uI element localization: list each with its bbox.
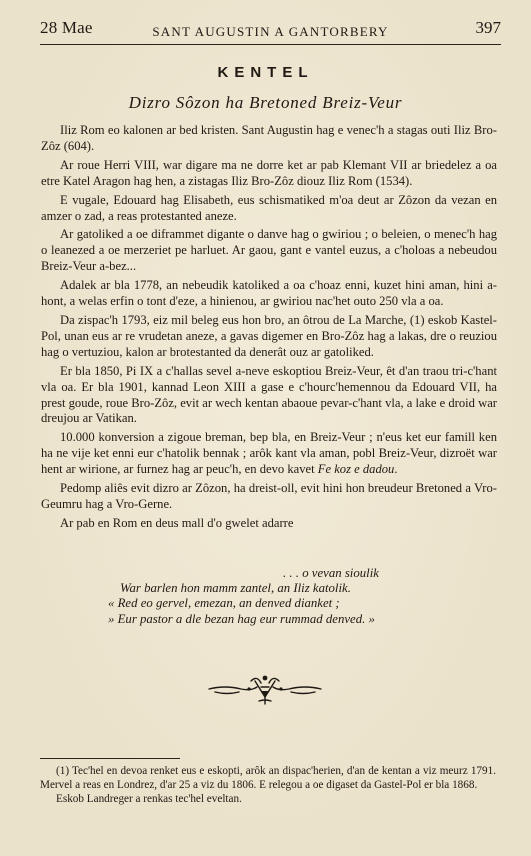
footnote-rule xyxy=(40,758,180,759)
emphasized-phrase: Fe koz e dadou xyxy=(317,462,395,477)
header-rule xyxy=(40,44,501,45)
paragraph: Da zispac'h 1793, eiz mil beleg eus hon bro, an ôtrou de La Marche, (1) eskob Kastel-Pol, unan eus ar re vrudetan aneze, a gavas digemer en Bro-Zôz hag a lakas, dre o reuziou hag o vertuziou, kalon ar brotestanted da denerât ouz ar gatoliked. xyxy=(41,312,497,359)
verse-line: . . . o vevan sioulik xyxy=(283,566,379,580)
verse-line: « Red eo gervel, emezan, an denved dianket ; xyxy=(108,596,340,611)
running-head xyxy=(40,18,501,42)
paragraph: Pedomp aliês evit dizro ar Zôzon, ha dreist-oll, evit hini hon breudeur Bretoned a Vro-Geumru hag a Vro-Gerne. xyxy=(41,481,497,511)
paragraph xyxy=(41,430,497,478)
body-text xyxy=(41,123,497,532)
verse-line: » Eur pastor a dle bezan hag eur rummad denved. » xyxy=(108,611,375,626)
paragraph: Adalek ar bla 1778, an nebeudik katoliked a oa c'hoaz enni, kuzet hini aman, hini a-hont, a welas erfin o tont d'eze, a hinienou, ar gwiriou nac'het outo 250 vla a oa. xyxy=(41,278,497,309)
verse-line: War barlen hon mamm zantel, an Iliz katolik. xyxy=(120,581,351,596)
paragraph: E vugale, Edouard hag Elisabeth, eus schismatiked m'oa deut ar Zôzon da vezan en amzer o zad, a reas protestanted aneze. xyxy=(41,192,497,223)
section-subtitle: Dizro Sôzon ha Bretoned Breiz-Veur xyxy=(128,93,403,112)
running-head-title: SANT AUGUSTIN A GANTORBERY xyxy=(152,24,389,39)
footnote: (1) Tec'hel en devoa renket eus e eskopti, arôk an dispac'herien, d'an de kentan a viz meurz 1791. Mervel a reas en Londrez, d'ar 25 a viz du 1806. E relegou a oe digaset da Gastel-Pol er bla 1868. xyxy=(40,765,496,792)
page-number: 397 xyxy=(475,18,501,37)
paragraph: Iliz Rom eo kalonen ar bed kristen. Sant Augustin hag e venec'h a stagas outi Iliz Bro-Zôz (604). xyxy=(41,123,497,153)
verse-quote xyxy=(108,566,508,627)
paragraph: Ar gatoliked a oe diframmet digante o danve hag o gwiriou ; o beleien, o menec'h hag o leanezed a oe merzeriet pe harluet. Ar gaou, gant e vantel euzus, a c'holoas a nebeudou Breiz-Veur a-bez... xyxy=(41,227,497,274)
section-title: KENTEL xyxy=(217,64,314,81)
paragraph: Ar pab en Rom en deus mall d'o gwelet adarre xyxy=(60,515,294,530)
decorative-fleuron-icon xyxy=(205,671,325,707)
footnotes xyxy=(40,764,496,807)
paragraph-text: 10.000 konversion a zigoue breman, bep bla, en Breiz-Veur ; n'eus ket eur famill ken ha ne vije ket enni eur c'hatolik bennak ; arôk kant vla aman, pobl Breiz-Veur, dizroët war hent ar wirione, ar furnez hag ar peuc'h, en devo kavet Fe koz e dadou. xyxy=(41,430,497,477)
running-head-date: 28 Mae xyxy=(40,18,93,37)
footnote: Eskob Landreger a renkas tec'hel eveltan. xyxy=(56,793,242,806)
paragraph: Ar roue Herri VIII, war digare ma ne dorre ket ar pab Klemant VII ar briedelez a oa etre Katel Aragon hag hen, a zistagas Iliz Bro-Zôz diouz Iliz Rom (1534). xyxy=(41,157,497,188)
paragraph: Er bla 1850, Pi IX a c'hallas sevel a-neve eskoptiou Breiz-Veur, êt d'an traou tri-c'hant vla oa. Er bla 1901, kannad Leon XIII a gase e c'hourc'hemennou da Edouard VII, ha prest goude, roue Bro-Zôz, evit ar wech kentan abaoue pevar-c'hant vla, a lake e droid war dreujou ar Vatikan. xyxy=(41,363,497,426)
